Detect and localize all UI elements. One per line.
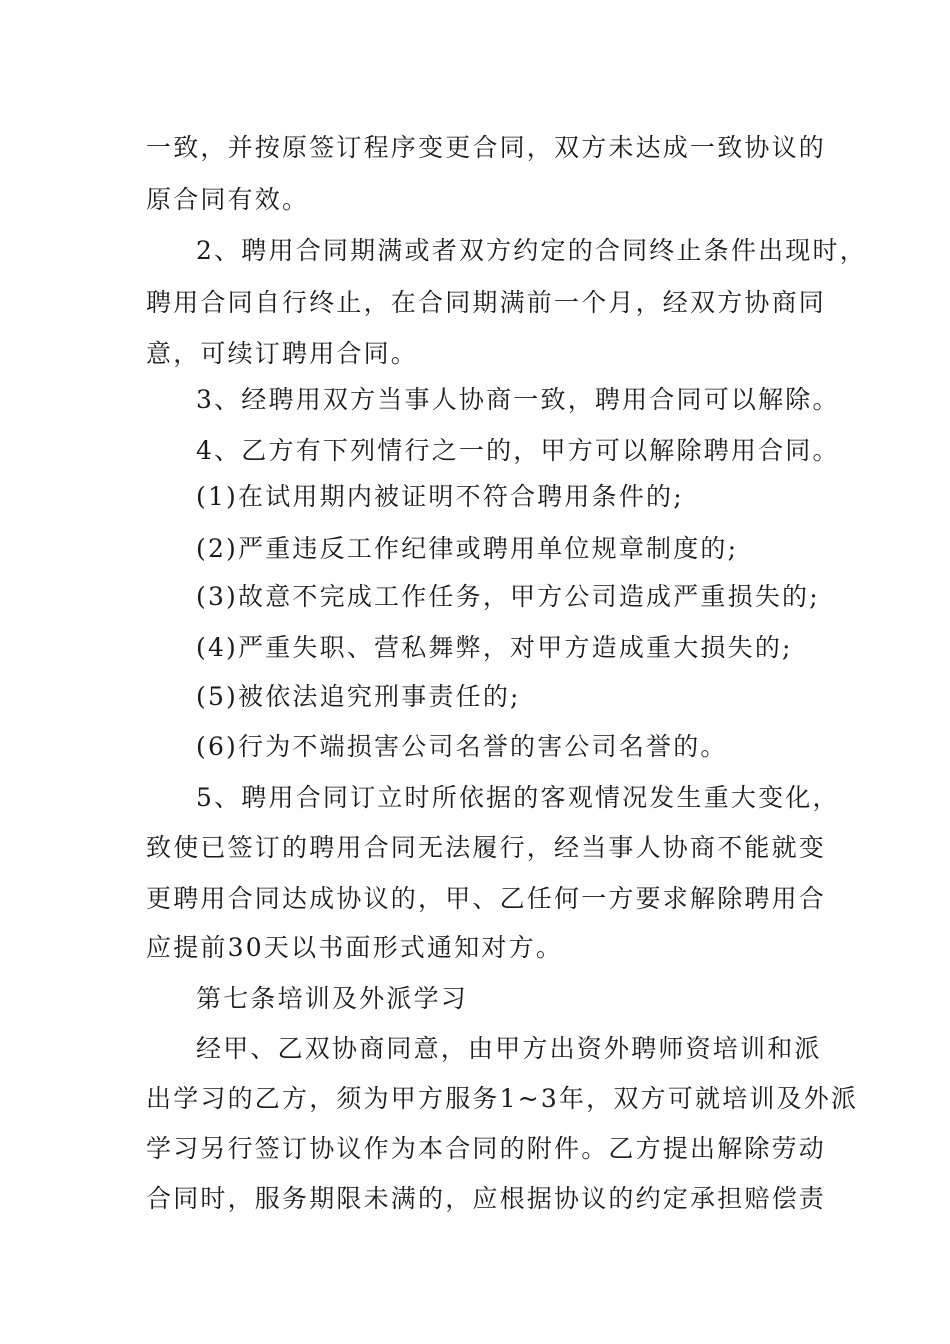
text-line: 4、乙方有下列情行之一的，甲方可以解除聘用合同。 bbox=[196, 436, 840, 465]
text-line: 意，可续订聘用合同。 bbox=[146, 339, 419, 368]
text-line: 聘用合同自行终止，在合同期满前一个月，经双方协商同 bbox=[146, 288, 827, 317]
text-line: 原合同有效。 bbox=[146, 185, 310, 214]
text-line: 5、聘用合同订立时所依据的客观情况发生重大变化， bbox=[196, 783, 840, 812]
text-line: 一致，并按原签订程序变更合同，双方未达成一致协议的 bbox=[146, 133, 827, 162]
text-line: 应提前30天以书面形式通知对方。 bbox=[146, 933, 564, 962]
text-line: 合同时，服务期限未满的，应根据协议的约定承担赔偿责 bbox=[146, 1184, 827, 1213]
text-line: 学习另行签订协议作为本合同的附件。乙方提出解除劳动 bbox=[146, 1134, 827, 1163]
text-line: 出学习的乙方，须为甲方服务1~3年，双方可就培训及外派 bbox=[146, 1084, 859, 1113]
text-line: (5)被依法追究刑事责任的; bbox=[196, 682, 521, 711]
text-line: 更聘用合同达成协议的，甲、乙任何一方要求解除聘用合 bbox=[146, 884, 827, 913]
text-line: (6)行为不端损害公司名誉的害公司名誉的。 bbox=[196, 732, 728, 761]
text-line: 致使已签订的聘用合同无法履行，经当事人协商不能就变 bbox=[146, 833, 827, 862]
text-line: (1)在试用期内被证明不符合聘用条件的; bbox=[196, 482, 684, 511]
text-line: (4)严重失职、营私舞弊，对甲方造成重大损失的; bbox=[196, 633, 793, 662]
text-line: (3)故意不完成工作任务，甲方公司造成严重损失的; bbox=[196, 582, 820, 611]
text-line: 2、聘用合同期满或者双方约定的合同终止条件出现时， bbox=[196, 236, 867, 265]
text-line: 3、经聘用双方当事人协商一致，聘用合同可以解除。 bbox=[196, 385, 840, 414]
text-line: (2)严重违反工作纪律或聘用单位规章制度的; bbox=[196, 534, 739, 563]
text-line: 经甲、乙双协商同意，由甲方出资外聘师资培训和派 bbox=[196, 1034, 822, 1063]
text-line: 第七条培训及外派学习 bbox=[196, 984, 469, 1013]
